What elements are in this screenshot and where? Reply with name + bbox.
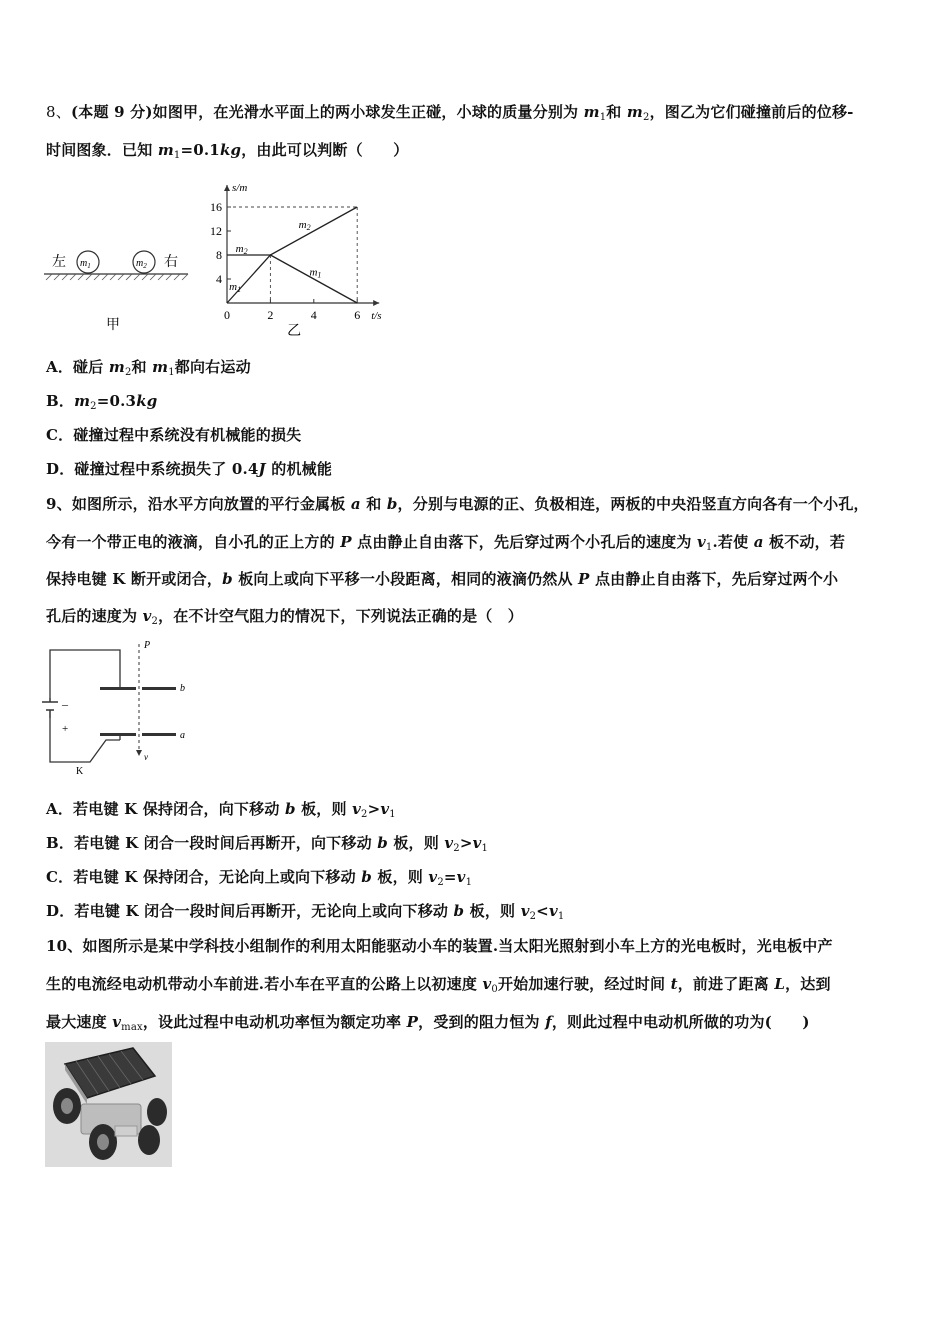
ground-hatch xyxy=(46,274,188,280)
q8-stem-line-1: 8、(本题 9 分)如图甲，在光滑水平面上的两小球发生正碰，小球的质量分别为 $m_1$和 $m_2$，图乙为它们碰撞前后的位移- xyxy=(46,103,854,123)
q8-option-c[interactable]: C．碰撞过程中系统没有机械能的损失 xyxy=(46,426,302,444)
battery xyxy=(42,698,58,718)
x-tick-label: 6 xyxy=(354,308,361,322)
q8-figure-yi-chart xyxy=(200,168,415,338)
x-tick-label: 2 xyxy=(267,308,274,322)
q10-stem-line-3: 最大速度 $v_{max}$，设此过程中电动机功率恒为额定功率 P，受到的阻力恒为 f，则此过程中电动机所做的功为( ) xyxy=(46,1013,810,1033)
y-tick-label: 4 xyxy=(216,272,222,286)
x-axis-label: t/s xyxy=(371,310,382,322)
label-b: b xyxy=(180,683,185,694)
q9-option-b[interactable]: B．若电键 K 闭合一段时间后再断开，向下移动 b 板，则 $v_2>v_1$ xyxy=(46,834,489,854)
q9-circuit-figure xyxy=(40,636,200,778)
x-tick-label: 4 xyxy=(310,308,317,322)
ball-m2-label: $m_2$ xyxy=(136,258,147,270)
y-axis-arrow-icon xyxy=(224,185,230,191)
wire-bottom-switch xyxy=(50,718,120,762)
q10-stem-line-2: 生的电流经电动机带动小车前进.若小车在平直的公路上以初速度 $v_0$开始加速行驶，经过时间 t，前进了距离 L，达到 xyxy=(46,975,831,995)
caption-jia: 甲 xyxy=(106,318,120,333)
q9-stem-line-4: 孔后的速度为 $v_2$，在不计空气阻力的情况下，下列说法正确的是（ ） xyxy=(46,607,523,627)
arrow-down-icon xyxy=(136,750,142,756)
q8-stem-line-2: 时间图象．已知 $m_1=0.1kg$，由此可以判断（ ） xyxy=(46,141,409,161)
label-m2-after: m2 xyxy=(298,219,311,232)
q8-figure-jia xyxy=(42,240,192,335)
wheel-rear-right xyxy=(147,1098,167,1126)
series-line-m1 xyxy=(227,255,357,303)
wire-top xyxy=(50,650,120,698)
q8-option-a[interactable]: A．碰后 $m_2$和 $m_1$都向右运动 xyxy=(46,358,251,378)
q9-stem-line-3: 保持电键 K 断开或闭合，b 板向上或向下平移一小段距离，相同的液滴仍然从 P 点由静止自由落下，先后穿过两个小 xyxy=(46,570,839,588)
x-tick-label: 0 xyxy=(224,308,230,322)
gearbox xyxy=(115,1126,137,1136)
battery-minus: – xyxy=(62,697,68,711)
caption-yi: 乙 xyxy=(287,324,302,338)
label-k: K xyxy=(76,766,84,777)
plate-a-right xyxy=(142,733,176,736)
y-tick-label: 8 xyxy=(216,248,222,262)
y-tick-label: 12 xyxy=(210,224,222,238)
label-v: v xyxy=(144,752,148,762)
q10-solar-car-photo xyxy=(45,1042,172,1167)
q9-stem-line-2: 今有一个带正电的液滴，自小孔的正上方的 P 点由静止自由落下，先后穿过两个小孔后的速度为 $v_1$.若使 a 板不动，若 xyxy=(46,533,846,553)
left-label: 左 xyxy=(52,255,66,270)
plate-b-right xyxy=(142,687,176,690)
wheel-front-right xyxy=(138,1125,160,1155)
q9-stem-line-1: 9、如图所示，沿水平方向放置的平行金属板 a 和 b，分别与电源的正、负极相连，两板的中央沿竖直方向各有一个小孔， xyxy=(46,495,869,513)
label-m2-before: m2 xyxy=(235,243,248,256)
x-axis-arrow-icon xyxy=(373,300,379,306)
ball-m1-label: $m_1$ xyxy=(80,258,91,270)
wheel-hub xyxy=(61,1098,73,1114)
plate-b-left xyxy=(100,687,136,690)
wheel-hub-front xyxy=(97,1134,109,1150)
plate-a-left xyxy=(100,733,136,736)
y-tick-label: 16 xyxy=(210,200,222,214)
label-m1-before: m1 xyxy=(229,280,242,294)
q9-option-a[interactable]: A．若电键 K 保持闭合，向下移动 b 板，则 $v_2>v_1$ xyxy=(46,800,396,820)
q9-option-c[interactable]: C．若电键 K 保持闭合，无论向上或向下移动 b 板，则 $v_2=v_1$ xyxy=(46,868,473,888)
q8-option-b[interactable]: B．$m_2=0.3kg$ xyxy=(46,392,158,412)
battery-plus: + xyxy=(62,723,69,735)
q8-option-d[interactable]: D．碰撞过程中系统损失了 0.4J 的机械能 xyxy=(46,460,333,478)
q10-stem-line-1: 10、如图所示是某中学科技小组制作的利用太阳能驱动小车的装置.当太阳光照射到小车上方的光电板时，光电板中产 xyxy=(46,937,833,955)
y-axis-label: s/m xyxy=(232,182,248,194)
label-a: a xyxy=(180,730,185,741)
q9-option-d[interactable]: D．若电键 K 闭合一段时间后再断开，无论向上或向下移动 b 板，则 $v_2<v_1$ xyxy=(46,902,565,922)
label-m1-after: m1 xyxy=(309,266,322,280)
label-p: P xyxy=(144,640,151,651)
right-label: 右 xyxy=(164,255,178,270)
